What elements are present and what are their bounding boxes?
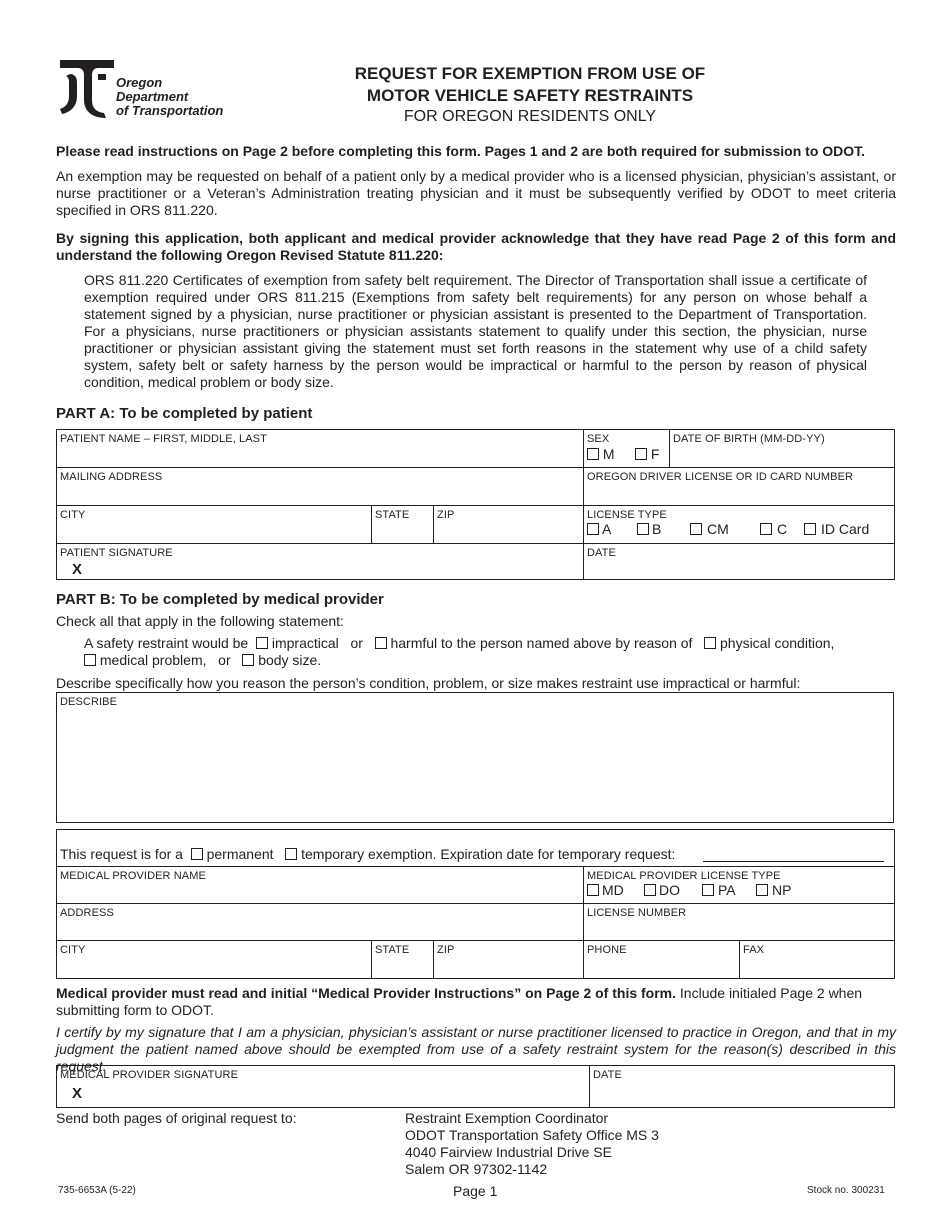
restraint-statement-prefix: A safety restraint would be	[84, 635, 249, 651]
logo-text	[116, 76, 223, 118]
provider-address-field[interactable]	[56, 903, 583, 940]
statute-text: ORS 811.220 Certificates of exemption from safety belt requirement. The Director of Transportation shall issue a certificate of exemption required under ORS 811.215 (Exemptions from safety belt requirements) for any person on whose behalf a statement signed by a physician, nurse practitioner or physician assistant is presented to the Department of Transportation. For a physicians, nurse practitioners or physician assistants statement to qualify under this section, the physician, nurse practitioner or physician assistant giving the statement must set forth reasons in the statement why use of a child safety system, safety belt or safety harness by the person would be impractical or harmful to the person by reason of physical condition, medical problem or body size.	[84, 272, 867, 390]
license-type-a-label: A	[602, 521, 612, 537]
restraint-statement-line2	[84, 652, 321, 669]
instructions-notice: Please read instructions on Page 2 before completing this form. Pages 1 and 2 are both required for submission to ODOT.	[56, 143, 866, 159]
sex-label: SEX	[587, 433, 610, 445]
license-type-cm-label: CM	[707, 521, 729, 537]
license-number-label: OREGON DRIVER LICENSE OR ID CARD NUMBER	[587, 471, 854, 483]
patient-name-field[interactable]	[56, 429, 583, 467]
provider-type-np[interactable]	[756, 882, 791, 898]
describe-label: DESCRIBE	[60, 696, 118, 708]
check-all-instruction: Check all that apply in the following statement:	[56, 613, 344, 629]
physical-condition-checkbox[interactable]	[704, 637, 716, 649]
license-number-field[interactable]	[583, 467, 895, 505]
provider-name-label: MEDICAL PROVIDER NAME	[60, 870, 206, 882]
provider-zip-label: ZIP	[437, 944, 455, 956]
provider-grid	[56, 829, 895, 979]
form-subtitle: FOR OREGON RESIDENTS ONLY	[403, 108, 657, 125]
part-b-heading: PART B: To be completed by medical provider	[56, 591, 384, 608]
provider-phone-field[interactable]	[583, 940, 739, 979]
provider-type-md-label: MD	[602, 882, 624, 898]
sex-m-option[interactable]	[587, 446, 615, 462]
eligibility-paragraph: An exemption may be requested on behalf of a patient only by a medical provider who is a licensed physician, physician’s assistant, or nurse practitioner or a Veteran’s Administration treating physician and it must be subsequently verified by ODOT to meet criteria specified in ORS 811.220.	[56, 168, 896, 218]
sex-m-label: M	[602, 446, 615, 462]
or-text-1: or	[350, 635, 363, 651]
provider-city-label: CITY	[60, 944, 86, 956]
form-number: 735-6653A (5-22)	[58, 1185, 136, 1196]
patient-signature-field[interactable]	[56, 543, 583, 580]
logo-line-3: of Transportation	[116, 103, 224, 118]
provider-state-field[interactable]	[371, 940, 433, 979]
license-type-id-card-checkbox[interactable]	[804, 523, 816, 535]
mailing-address-label: MAILING ADDRESS	[60, 471, 163, 483]
license-type-b[interactable]	[637, 521, 661, 537]
request-prefix: This request is for a	[60, 846, 183, 862]
license-type-field	[583, 505, 895, 543]
license-type-c-checkbox[interactable]	[760, 523, 772, 535]
provider-type-do[interactable]	[644, 882, 680, 898]
odot-logo	[58, 56, 258, 120]
describe-prompt: Describe specifically how you reason the person’s condition, problem, or size makes restraint use impractical or harmful:	[56, 675, 801, 691]
body-size-checkbox[interactable]	[242, 654, 254, 666]
provider-address-label: ADDRESS	[60, 907, 114, 919]
city-label: CITY	[60, 509, 86, 521]
permanent-checkbox[interactable]	[191, 848, 203, 860]
harmful-label: harmful to the person named above by reason of	[390, 635, 693, 651]
license-type-b-label: B	[652, 521, 662, 537]
provider-license-type-label: MEDICAL PROVIDER LICENSE TYPE	[587, 870, 781, 882]
provider-state-label: STATE	[375, 944, 410, 956]
impractical-checkbox[interactable]	[256, 637, 268, 649]
zip-field[interactable]	[433, 505, 583, 543]
physical-condition-label: physical condition,	[720, 635, 835, 651]
license-type-cm[interactable]	[690, 521, 729, 537]
acknowledgment-paragraph: By signing this application, both applicant and medical provider acknowledge that they have read Page 2 of this form and understand the following Oregon Revised Statute 811.220:	[56, 230, 896, 263]
provider-phone-label: PHONE	[587, 944, 627, 956]
send-to-label: Send both pages of original request to:	[56, 1110, 297, 1126]
provider-signature-field[interactable]	[56, 1065, 589, 1108]
license-type-c[interactable]	[760, 521, 787, 537]
license-type-id-card-label: ID Card	[821, 521, 870, 537]
stock-number: Stock no. 300231	[807, 1185, 885, 1196]
patient-signature-label: PATIENT SIGNATURE	[60, 547, 173, 559]
provider-type-md-checkbox[interactable]	[587, 884, 599, 896]
page-number: Page 1	[453, 1183, 498, 1199]
provider-type-do-checkbox[interactable]	[644, 884, 656, 896]
part-a-grid	[56, 429, 895, 580]
or-text-2: or	[218, 652, 231, 668]
must-read-instruction	[56, 985, 898, 1019]
patient-name-label: PATIENT NAME – FIRST, MIDDLE, LAST	[60, 433, 267, 445]
patient-date-field[interactable]	[583, 543, 895, 580]
provider-type-md[interactable]	[587, 882, 624, 898]
provider-zip-field[interactable]	[433, 940, 583, 979]
expiration-date-line[interactable]	[703, 861, 884, 862]
city-field[interactable]	[56, 505, 371, 543]
license-type-a-checkbox[interactable]	[587, 523, 599, 535]
patient-signature-x: X	[72, 561, 83, 578]
provider-date-field[interactable]	[589, 1065, 895, 1108]
title-line-2: MOTOR VEHICLE SAFETY RESTRAINTS	[366, 86, 694, 105]
license-type-id-card[interactable]	[804, 521, 869, 537]
logo-line-1: Oregon	[116, 75, 163, 90]
provider-name-field[interactable]	[56, 866, 583, 903]
describe-textarea[interactable]	[56, 692, 894, 823]
state-label: STATE	[375, 509, 410, 521]
license-type-cm-checkbox[interactable]	[690, 523, 702, 535]
sex-m-checkbox[interactable]	[587, 448, 599, 460]
provider-license-number-field[interactable]	[583, 903, 895, 940]
temporary-checkbox[interactable]	[285, 848, 297, 860]
destination-line-2: ODOT Transportation Safety Office MS 3	[405, 1127, 659, 1143]
license-type-b-checkbox[interactable]	[637, 523, 649, 535]
destination-line-1: Restraint Exemption Coordinator	[405, 1110, 609, 1126]
medical-problem-checkbox[interactable]	[84, 654, 96, 666]
must-read-bold: Medical provider must read and initial “Medical Provider Instructions” on Page 2 of this form.	[56, 985, 677, 1001]
sex-f-option[interactable]	[635, 446, 659, 462]
restraint-statement-line1	[84, 635, 834, 652]
provider-license-type-field	[583, 866, 895, 903]
form-title	[280, 63, 780, 127]
provider-type-np-checkbox[interactable]	[756, 884, 768, 896]
odot-logo-icon	[58, 56, 116, 118]
request-type-row	[56, 829, 895, 866]
sex-field	[583, 429, 669, 467]
body-size-label: body size.	[258, 652, 322, 668]
impractical-label: impractical	[271, 635, 339, 651]
provider-date-label: DATE	[593, 1069, 622, 1081]
sex-f-checkbox[interactable]	[635, 448, 647, 460]
sex-f-label: F	[650, 446, 660, 462]
provider-signature-x: X	[72, 1085, 83, 1102]
mailing-destination	[405, 1110, 659, 1178]
provider-signature-label: MEDICAL PROVIDER SIGNATURE	[60, 1069, 239, 1081]
mailing-address-field[interactable]	[56, 467, 583, 505]
license-type-label: LICENSE TYPE	[587, 509, 667, 521]
certification-statement: I certify by my signature that I am a physician, physician’s assistant or nurse practitioner licensed to practice in Oregon, and that in my judgment the patient named above should be exempted from use of a safety restraint system for the reason(s) described in this request.	[56, 1024, 896, 1074]
zip-label: ZIP	[437, 509, 455, 521]
medical-problem-label: medical problem,	[99, 652, 207, 668]
patient-date-label: DATE	[587, 547, 616, 559]
state-field[interactable]	[371, 505, 433, 543]
provider-fax-label: FAX	[743, 944, 765, 956]
provider-signature-grid	[56, 1065, 895, 1108]
temporary-label: temporary exemption. Expiration date for temporary request:	[301, 846, 676, 862]
part-a-heading: PART A: To be completed by patient	[56, 405, 313, 422]
destination-line-4: Salem OR 97302-1142	[405, 1161, 548, 1177]
provider-type-pa-label: PA	[718, 882, 736, 898]
license-type-a[interactable]	[587, 521, 611, 537]
license-type-c-label: C	[777, 521, 788, 537]
provider-type-pa[interactable]	[702, 882, 736, 898]
provider-license-number-label: LICENSE NUMBER	[587, 907, 687, 919]
provider-type-do-label: DO	[659, 882, 680, 898]
provider-type-np-label: NP	[772, 882, 792, 898]
request-type-line	[60, 846, 675, 863]
provider-city-field[interactable]	[56, 940, 371, 979]
dob-field[interactable]	[669, 429, 895, 467]
permanent-label: permanent	[206, 846, 274, 862]
provider-type-pa-checkbox[interactable]	[702, 884, 714, 896]
dob-label: DATE OF BIRTH (MM-DD-YY)	[673, 433, 825, 445]
must-read-rest: Include initialed Page 2 when submitting form to ODOT.	[56, 985, 863, 1018]
logo-line-2: Department	[116, 89, 189, 104]
provider-fax-field[interactable]	[739, 940, 895, 979]
harmful-checkbox[interactable]	[375, 637, 387, 649]
title-line-1: REQUEST FOR EXEMPTION FROM USE OF	[354, 64, 706, 83]
destination-line-3: 4040 Fairview Industrial Drive SE	[405, 1144, 612, 1160]
